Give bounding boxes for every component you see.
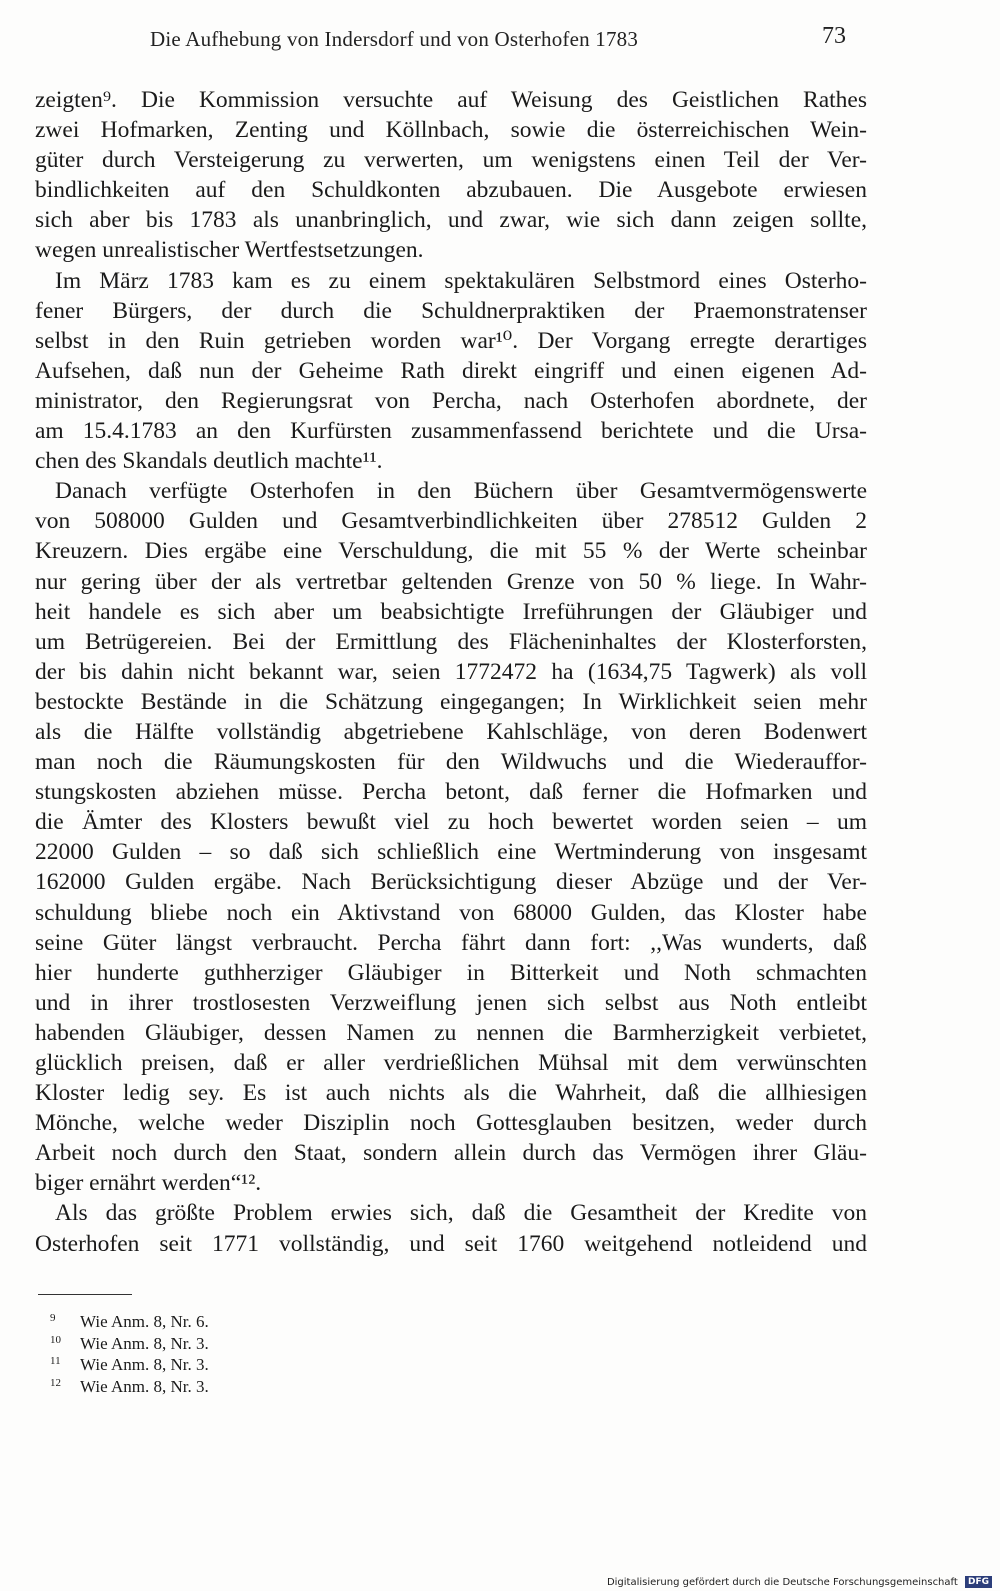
text-line: als die Hälfte vollständig abgetriebene Kahlschläge, von deren Bodenwert	[35, 718, 867, 745]
text-line: der bis dahin nicht bekannt war, seien 1772472 ha (1634,75 Tagwerk) als voll	[35, 658, 867, 685]
footnote-divider	[38, 1294, 132, 1295]
text-line: biger ernährt werden“¹².	[35, 1170, 262, 1197]
text-line: zeigten⁹. Die Kommission versuchte auf Weisung des Geistlichen Rathes	[35, 87, 867, 113]
text-line: zwei Hofmarken, Zenting und Köllnbach, sowie die österreichischen Wein-	[35, 117, 867, 144]
text-line: Als das größte Problem erwies sich, daß die Gesamtheit der Kredite von	[55, 1200, 867, 1227]
text-line: bindlichkeiten auf den Schuldkonten abzubauen. Die Ausgebote erwiesen	[35, 177, 867, 204]
text-line: heit handele es sich aber um beabsichtigte Irreführungen der Gläubiger und	[35, 598, 867, 625]
text-line: glücklich preisen, daß er aller verdrießlichen Mühsal mit dem verwünschten	[35, 1050, 867, 1076]
text-line: die Ämter des Klosters bewußt viel zu hoch bewertet worden seien – um	[35, 809, 867, 836]
footnotes	[50, 1308, 209, 1395]
text-line: güter durch Versteigerung zu verwerten, um wenigstens einen Teil der Ver-	[35, 147, 867, 174]
text-line: selbst in den Ruin getrieben worden war¹⁰. Der Vorgang erregte derartiges	[35, 327, 867, 354]
text-line: bestockte Bestände in die Schätzung eingegangen; In Wirklichkeit seien mehr	[35, 688, 867, 715]
text-line: am 15.4.1783 an den Kurfürsten zusammenfassend berichtete und die Ursa-	[35, 418, 867, 445]
text-line: nur gering über der als vertretbar geltenden Grenze von 50 % liege. In Wahr-	[35, 568, 867, 595]
text-line: man noch die Räumungskosten für den Wildwuchs und die Wiederauffor-	[35, 749, 867, 776]
footnote-number: 10	[50, 1333, 61, 1346]
text-line: hier hunderte guthherziger Gläubiger in Bitterkeit und Noth schmachten	[35, 959, 867, 986]
digitization-credit	[607, 1576, 992, 1588]
footnote-number: 9	[50, 1312, 56, 1324]
text-line: sich aber bis 1783 als unanbringlich, und zwar, wie sich dann zeigen sollte,	[35, 207, 867, 234]
footnote-text: Wie Anm. 8, Nr. 3.	[80, 1355, 209, 1375]
text-line: habenden Gläubiger, dessen Namen zu nennen die Barmherzigkeit verbietet,	[35, 1019, 867, 1046]
footnote-text: Wie Anm. 8, Nr. 3.	[80, 1377, 209, 1397]
text-line: stungskosten abziehen müsse. Percha betont, daß ferner die Hofmarken und	[35, 779, 867, 806]
text-line: seine Güter längst verbraucht. Percha fährt dann fort: ,,Was wunderts, daß	[35, 929, 867, 956]
text-line: Kloster ledig sey. Es ist auch nichts als die Wahrheit, daß die allhiesigen	[35, 1080, 867, 1107]
text-line: Aufsehen, daß nun der Geheime Rath direkt eingriff und einen eigenen Ad-	[35, 357, 867, 384]
text-line: fener Bürgers, der durch die Schuldnerpraktiken der Praemonstratenser	[35, 297, 867, 324]
footnote-number: 11	[50, 1355, 61, 1368]
text-line: von 508000 Gulden und Gesamtverbindlichkeiten über 278512 Gulden 2	[35, 508, 867, 535]
text-line: Osterhofen seit 1771 vollständig, und seit 1760 weitgehend notleidend und	[35, 1230, 867, 1257]
footnote-text: Wie Anm. 8, Nr. 3.	[80, 1333, 209, 1353]
text-line: Kreuzern. Dies ergäbe eine Verschuldung, die mit 55 % der Werte scheinbar	[35, 538, 867, 565]
text-line: schuldung bliebe noch ein Aktivstand von 68000 Gulden, das Kloster habe	[35, 899, 867, 926]
text-line: und in ihrer trostlosesten Verzweiflung jenen sich selbst aus Noth entleibt	[35, 989, 867, 1016]
page-number: 73	[822, 23, 846, 49]
footnote	[50, 1308, 209, 1330]
text-line: ministrator, den Regierungsrat von Percha, nach Osterhofen abordnete, der	[35, 387, 867, 414]
footnote	[50, 1330, 209, 1352]
text-line: 162000 Gulden ergäbe. Nach Berücksichtigung dieser Abzüge und der Ver-	[35, 869, 867, 896]
footnote	[50, 1351, 209, 1373]
credit-text: Digitalisierung gefördert durch die Deutsche Forschungsgemeinschaft	[606, 1577, 958, 1588]
text-line: Arbeit noch durch den Staat, sondern allein durch das Vermögen ihrer Gläu-	[35, 1140, 867, 1167]
text-line: wegen unrealistischer Wertfestsetzungen.	[35, 237, 424, 264]
running-title: Die Aufhebung von Indersdorf und von Osterhofen 1783	[150, 27, 639, 51]
text-line: Im März 1783 kam es zu einem spektakulären Selbstmord eines Osterho-	[55, 267, 867, 294]
dfg-logo: DFG	[965, 1576, 992, 1588]
text-line: Mönche, welche weder Disziplin noch Gottesglauben besitzen, weder durch	[35, 1110, 867, 1137]
text-line: Danach verfügte Osterhofen in den Büchern über Gesamtvermögenswerte	[55, 478, 867, 505]
footnote-number: 12	[50, 1377, 61, 1390]
text-line: chen des Skandals deutlich machte¹¹.	[35, 448, 383, 475]
body-text	[35, 85, 867, 1259]
text-line: 22000 Gulden – so daß sich schließlich eine Wertminderung von insgesamt	[35, 839, 867, 866]
footnote-text: Wie Anm. 8, Nr. 6.	[80, 1312, 209, 1331]
footnote	[50, 1373, 209, 1395]
text-line: um Betrügereien. Bei der Ermittlung des Flächeninhaltes der Klosterforsten,	[35, 628, 867, 655]
